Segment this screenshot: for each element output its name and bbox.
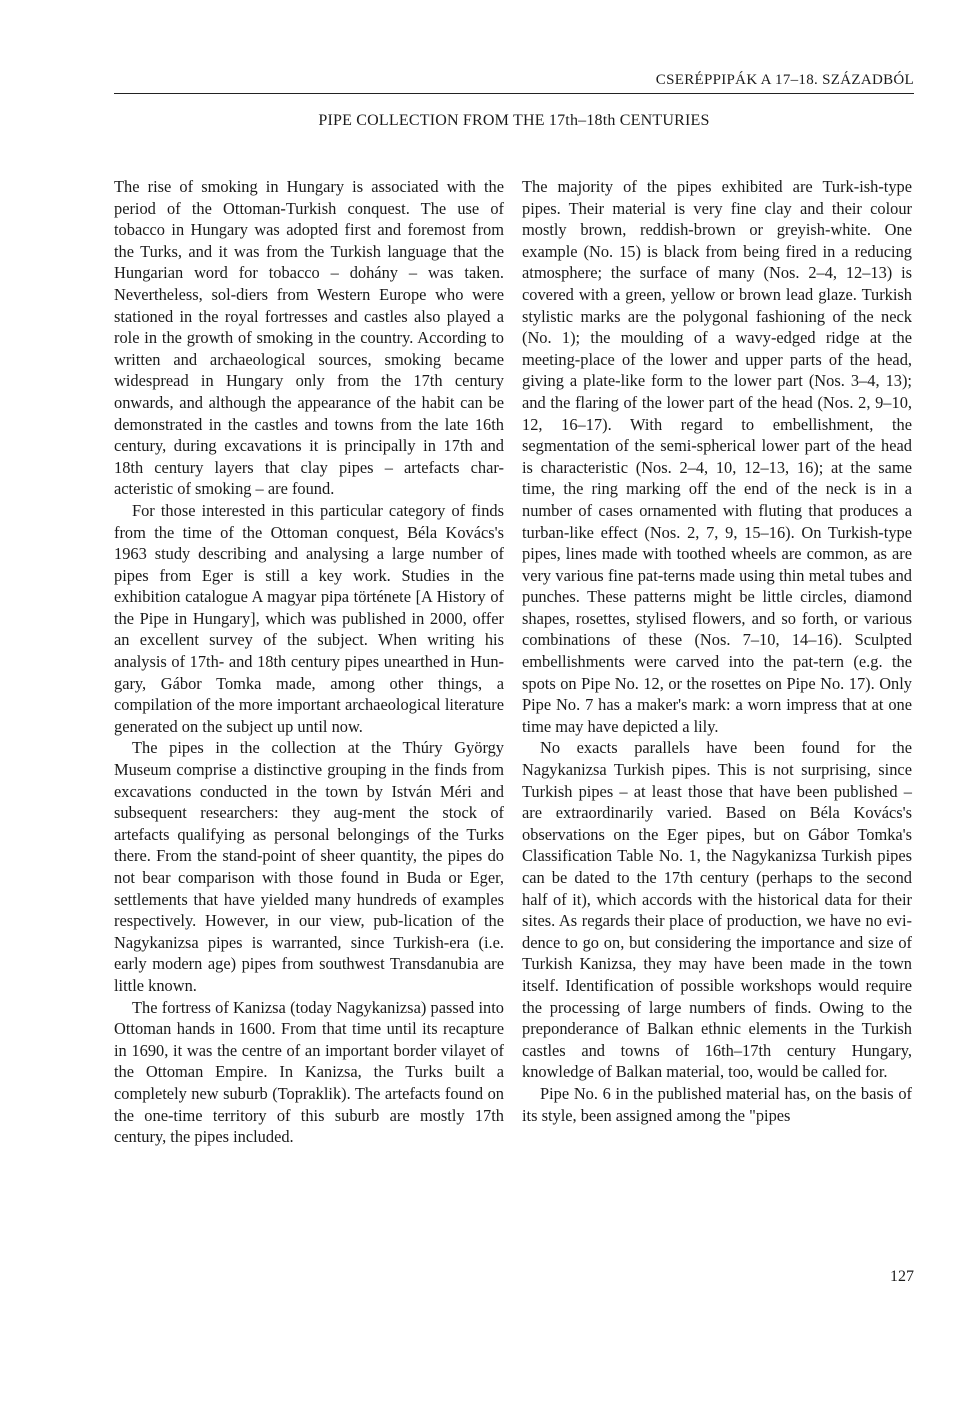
left-column [114,176,504,1148]
running-head [114,70,914,90]
page-title: PIPE COLLECTION FROM THE 17th–18th CENTURIES [318,112,710,129]
page-number: 127 [890,1268,914,1285]
paragraph: The pipes in the collection at the Thúry György Museum comprise a distinctive grouping in the finds from excavations conducted in the town by István Méri and subsequent researchers: they aug-ment the stock of artefacts qualifying as personal belongings of the Turks there. From the stand-point of sheer quantity, the pipes do not bear comparison with those found in Buda or Eger, settlements that have yielded many hundreds of examples respectively. However, in our view, pub-lication of the Nagykanizsa pipes is warranted, since Turkish-era (i.e. early modern age) pipes from southwest Transdanubia are little known. [114,738,504,995]
paragraph: The fortress of Kanizsa (today Nagykanizsa) passed into Ottoman hands in 1600. From that time until its recapture in 1690, it was the centre of an important border vilayet of the Ottoman Empire. In Kanizsa, the Turks built a completely new suburb (Topraklik). The artefacts found on the one-time territory of this suburb are mostly 17th century, the pipes included. [114,997,504,1147]
header-rule [114,93,914,94]
right-column [522,176,912,1126]
running-head-text: CSERÉPPIPÁK A 17–18. SZÁZADBÓL [655,72,914,88]
paragraph: The rise of smoking in Hungary is associated with the period of the Ottoman-Turkish conquest. The use of tobacco in Hungary was adopted first and foremost from the Turks, and it was from the Turkish language that the Hungarian word for tobacco – dohány – was taken. Nevertheless, sol-diers from Western Europe who were stationed in the royal fortresses and castles also played a role in the growth of smoking in the country. According to written and archaeological sources, smoking became widespread in Hungary only from the 17th century onwards, and although the appearance of the habit can be demonstrated in the castles and towns from the late 16th century, during excavations it is principally in 17th and 18th century layers that clay pipes – artefacts char-acteristic of smoking – are found. [114,177,504,499]
paragraph: The majority of the pipes exhibited are Turk-ish-type pipes. Their material is very fine clay and their colour mostly brown, reddish-brown or greyish-white. One example (No. 15) is black from being fired in a reducing atmosphere; the surface of many (Nos. 2–4, 12–13) is covered with a green, yellow or brown lead glaze. Turkish stylistic marks are the polygonal fashioning of the neck (No. 1); the moulding of a wavy-edged ridge at the meeting-place of the lower and upper parts of the head, giving a plate-like form to the lower part (Nos. 3–4, 13); and the flaring of the lower part of the head (Nos. 2, 9–10, 12, 16–17). With regard to embellishment, the segmentation of the semi-spherical lower part of the head is characteristic (Nos. 2–4, 10, 12–13, 16); at the same time, the ring marking off the end of the neck is in a number of cases ornamented with fluting that produces a turban-like effect (Nos. 2, 7, 9, 15–16). On Turkish-type pipes, lines made with toothed wheels are common, as are very various fine pat-terns made using thin metal tubes and punches. These patterns might be little circles, diamond shapes, rosettes, stylised flowers, and so forth, or various combinations of these (Nos. 7–10, 14–16). Sculpted embellishments were carved into the pat-tern (e.g. the spots on Pipe No. 12, or the rosettes on Pipe No. 17). Only Pipe No. 7 has a maker's mark: a worn impress that at one time may have depicted a lily. [522,177,912,736]
paragraph: For those interested in this particular category of finds from the time of the Ottoman conquest, Béla Kovács's 1963 study describing and analysing a large number of pipes from Eger is still a key work. Studies in the exhibition catalogue A magyar pipa története [A History of the Pipe in Hungary], which was published in 2000, offer an excellent survey of the subject. When writing his analysis of 17th- and 18th century pipes unearthed in Hun-gary, Gábor Tomka made, among other things, a compilation of the more important archaeological literature generated on the subject up until now. [114,500,504,736]
paragraph: No exacts parallels have been found for the Nagykanizsa Turkish pipes. This is not surprising, since Turkish pipes – at least those that have been published – are extraordinarily varied. Based on Béla Kovács's observations on the Eger pipes, but on Gábor Tomka's Classification Table No. 1, the Nagykanizsa Turkish pipes can be dated to the 17th century (perhaps to the second half of it), which accords with the historical data for their sites. As regards their place of production, we have no evi-dence to go on, but considering the importance and size of Turkish Kanizsa, they may have been made in the town itself. Identification of possible workshops would require the processing of large numbers of finds. Owing to the preponderance of Balkan ethnic elements in the Turkish castles and towns of 16th–17th century Hungary, knowledge of Balkan material, too, would be called for. [522,738,912,1082]
paragraph: Pipe No. 6 in the published material has, on the basis of its style, been assigned among the "pipes [522,1083,912,1125]
